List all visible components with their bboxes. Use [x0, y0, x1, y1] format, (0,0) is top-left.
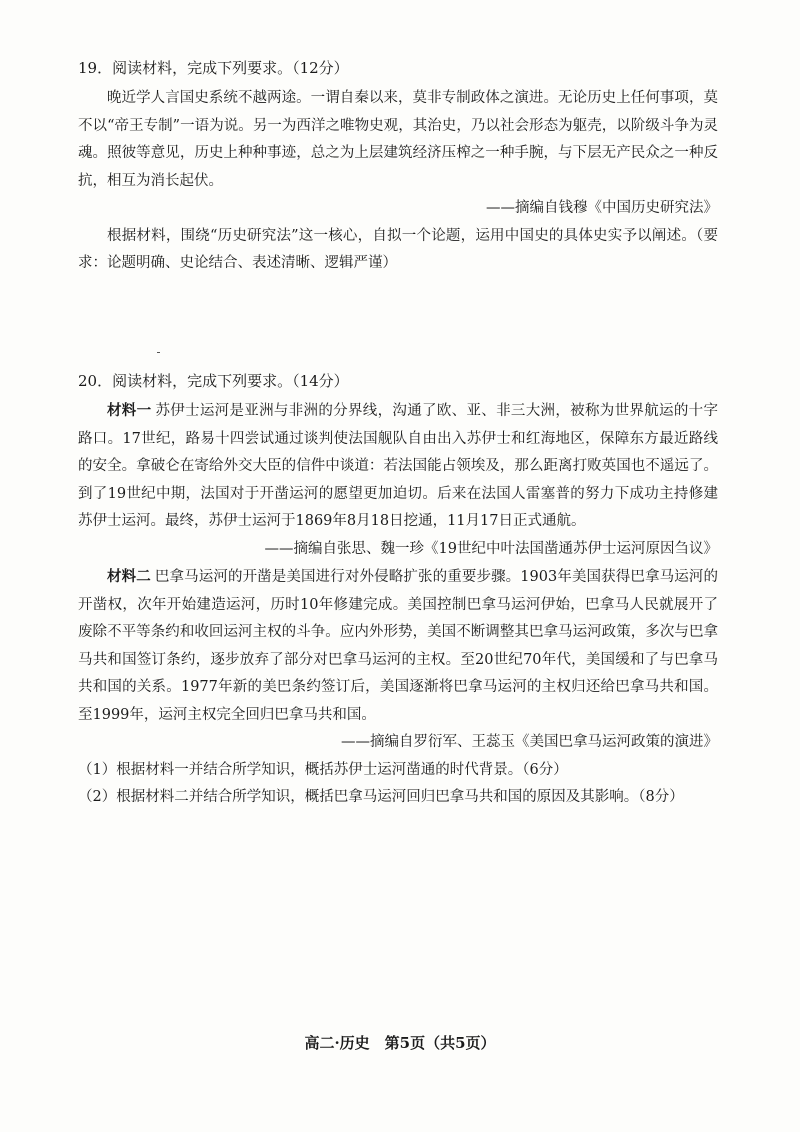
- scan-speck: [157, 352, 160, 353]
- question-19-header: 19．阅读材料，完成下列要求。（12分）: [78, 59, 349, 77]
- question-19-material: 晚近学人言国史系统不越两途。一谓自秦以来，莫非专制政体之演进。无论历史上任何事项，莫不以“帝王专制”一语为说。另一为西洋之唯物史观，其治史，乃以社会形态为躯壳，以阶级斗争为灵魂。照彼等意见，历史上种种事迹，总之为上层建筑经济压榨之一种手腕，与下层无产民众之一种反抗，相互为消长起伏。: [78, 90, 718, 189]
- question-20-header: 20．阅读材料，完成下列要求。（14分）: [78, 372, 349, 390]
- material-2-text: 巴拿马运河的开凿是美国进行对外侵略扩张的重要步骤。1903年美国获得巴拿马运河的开凿权，次年开始建造运河，历时10年修建完成。美国控制巴拿马运河伊始，巴拿马人民就展开了废除不平等条约和收回运河主权的斗争。应内外形势，美国不断调整其巴拿马运河政策，多次与巴拿马共和国签订条约，逐步放弃了部分对巴拿马运河的主权。至20世纪70年代，美国缓和了与巴拿马共和国的关系。1977年新的美巴条约签订后，美国逐渐将巴拿马运河的主权归还给巴拿马共和国。至1999年，运河主权完全回归巴拿马共和国。: [78, 569, 718, 723]
- question-19-task: 根据材料，围绕“历史研究法”这一核心，自拟一个论题，运用中国史的具体史实予以阐述。（要求：论题明确、史论结合、表述清晰、逻辑严谨）: [78, 227, 718, 271]
- question-19-source: ——摘编自钱穆《中国历史研究法》: [486, 200, 718, 216]
- material-1-label: 材料一: [107, 402, 152, 419]
- material-2: [78, 563, 718, 729]
- material-1-source: ——摘编自张思、魏一珍《19世纪中叶法国凿通苏伊士运河原因刍议》: [264, 540, 718, 557]
- material-1: [78, 397, 718, 536]
- material-2-source: ——摘编自罗衍军、王蕊玉《美国巴拿马运河政策的演进》: [341, 734, 718, 750]
- question-20: [78, 370, 718, 811]
- material-1-text: 苏伊士运河是亚洲与非洲的分界线，沟通了欧、亚、非三大洲，被称为世界航运的十字路口。17世纪，路易十四尝试通过谈判使法国舰队自由出入苏伊士和红海地区，保障东方最近路线的安全。拿破仑在寄给外交大臣的信件中谈道：若法国能占领埃及，那么距离打败英国也不遥远了。到了19世纪中期，法国对于开凿运河的愿望更加迫切。后来在法国人雷塞普的努力下成功主持修建苏伊士运河。最终，苏伊士运河于1869年8月18日挖通，11月17日正式通航。: [78, 403, 718, 529]
- material-2-label: 材料二: [107, 568, 151, 585]
- question-19: [78, 57, 718, 278]
- sub-question-1: （1）根据材料一并结合所学知识，概括苏伊士运河凿通的时代背景。（6分）: [78, 761, 568, 778]
- sub-question-2: （2）根据材料二并结合所学知识，概括巴拿马运河回归巴拿马共和国的原因及其影响。（8分）: [78, 788, 684, 805]
- page-footer: 高二·历史 第5页（共5页）: [304, 1034, 496, 1052]
